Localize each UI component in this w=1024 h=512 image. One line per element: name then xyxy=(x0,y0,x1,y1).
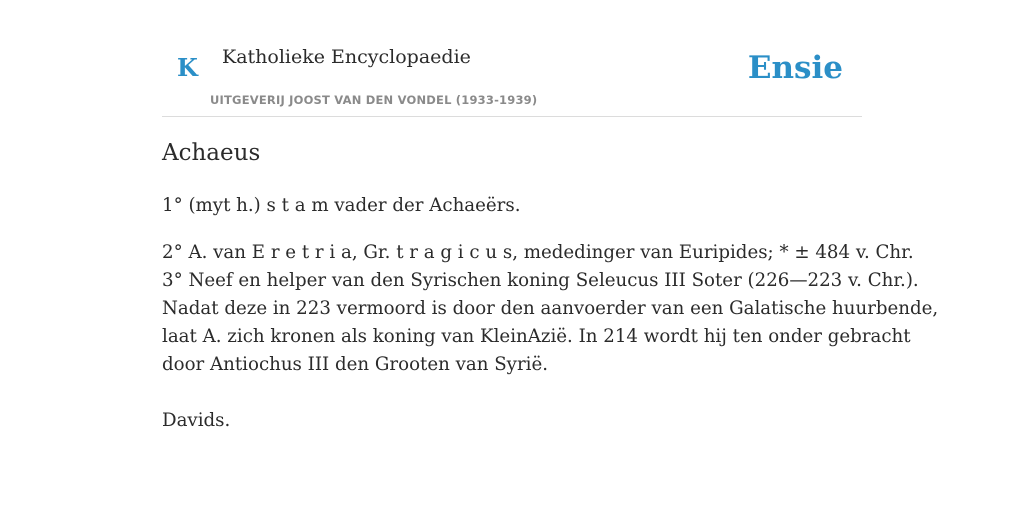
paragraph-line: 3° Neef en helper van den Syrischen koning Seleucus III Soter (226—223 v. Chr.). xyxy=(162,270,919,291)
encyclopedia-logo[interactable]: K xyxy=(177,53,198,82)
entry-title: Achaeus xyxy=(162,140,261,166)
paragraph-line: 2° A. van E r e t r i a, Gr. t r a g i c u s, mededinger van Euripides; * ± 484 v. Chr. xyxy=(162,242,914,263)
encyclopedia-header xyxy=(162,0,862,117)
article-page xyxy=(162,0,939,431)
paragraph-line: laat A. zich kronen als koning van KleinAzië. In 214 wordt hij ten onder gebracht xyxy=(162,326,911,347)
paragraph-line: Nadat deze in 223 vermoord is door den aanvoerder van een Galatische huurbende, xyxy=(162,298,939,319)
ensie-brand-logo[interactable]: Ensie xyxy=(747,50,843,86)
publisher-label: UITGEVERIJ JOOST VAN DEN VONDEL (1933-1939) xyxy=(210,93,538,107)
entry-author: Davids. xyxy=(162,410,231,431)
entry-paragraph-2 xyxy=(162,239,939,379)
paragraph-line: door Antiochus III den Grooten van Syrië. xyxy=(162,354,548,375)
entry-paragraph-1: 1° (myt h.) s t a m vader der Achaeërs. xyxy=(162,195,521,216)
publication-title[interactable]: Katholieke Encyclopaedie xyxy=(222,46,471,68)
